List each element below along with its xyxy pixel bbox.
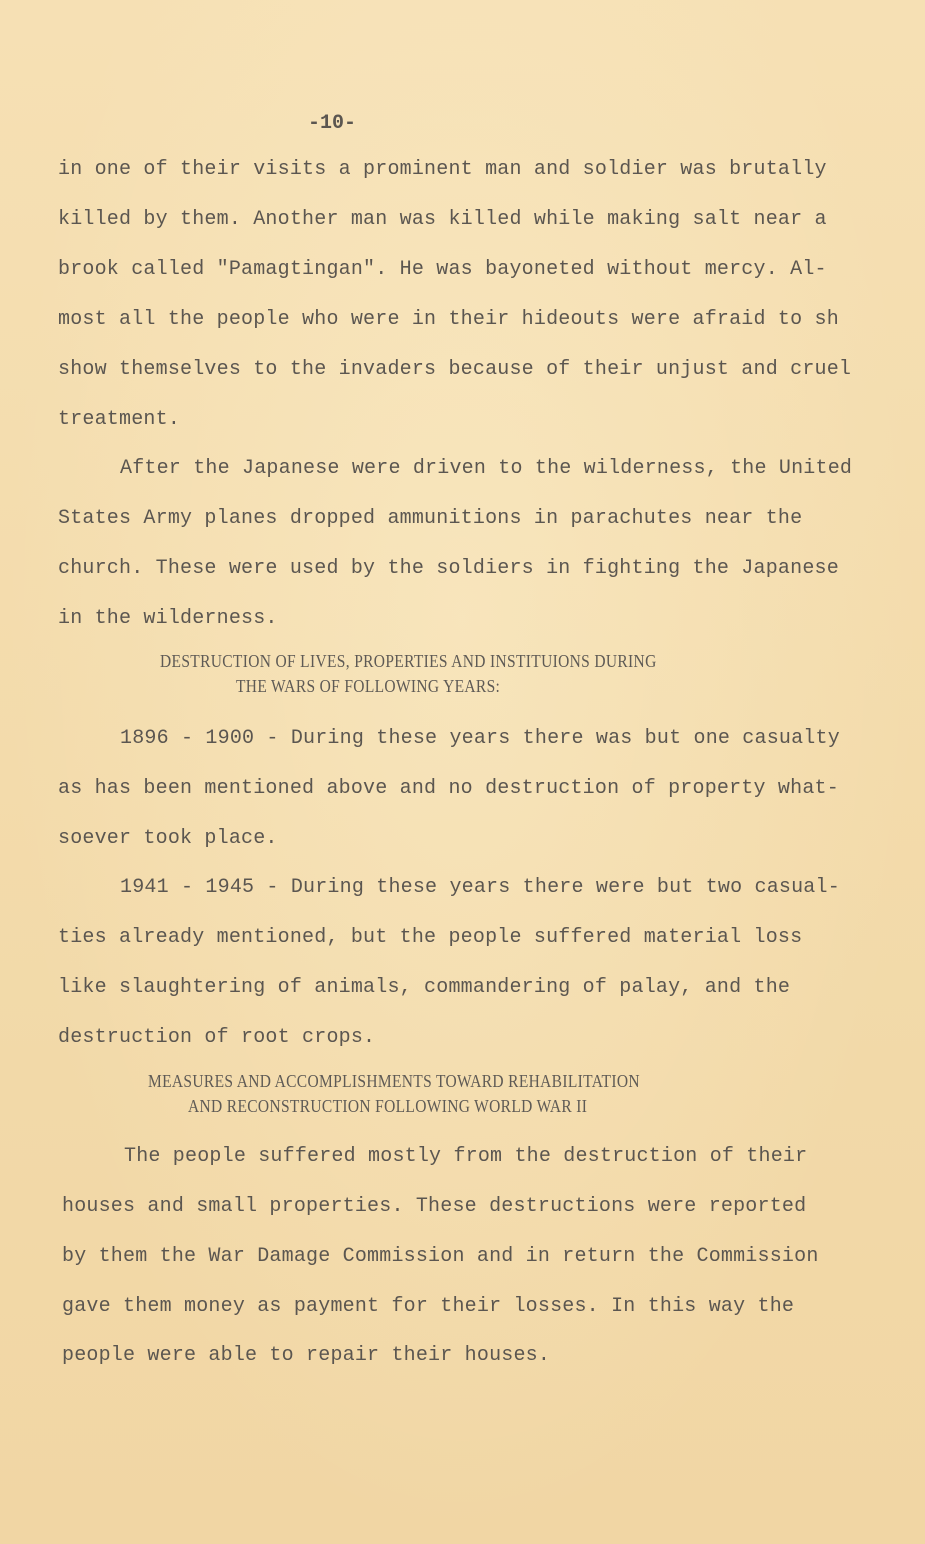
p1-line-1: in one of their visits a prominent man and soldier was brutally (58, 158, 827, 181)
p1-line-4: most all the people who were in their hideouts were afraid to sh (58, 308, 839, 331)
p1-line-5: show themselves to the invaders because of their unjust and cruel (58, 358, 852, 381)
p2-line-3: church. These were used by the soldiers in fighting the Japanese (58, 557, 839, 580)
p3-line-1: 1896 - 1900 - During these years there was but one casualty (120, 727, 840, 750)
p2-line-4: in the wilderness. (58, 607, 278, 630)
p5-line-1: The people suffered mostly from the destruction of their (124, 1145, 808, 1168)
p3-line-3: soever took place. (58, 827, 278, 850)
p1-line-6: treatment. (58, 408, 181, 431)
p5-line-2: houses and small properties. These destructions were reported (62, 1195, 807, 1218)
p5-line-4: gave them money as payment for their losses. In this way the (62, 1295, 795, 1318)
heading-measures-line-1: MEASURES AND ACCOMPLISHMENTS TOWARD REHABILITATION (148, 1071, 640, 1091)
p3-line-2: as has been mentioned above and no destruction of property what- (58, 777, 839, 800)
p4-line-4: destruction of root crops. (58, 1026, 376, 1049)
p5-line-3: by them the War Damage Commission and in return the Commission (62, 1245, 819, 1268)
heading-measures-line-2: AND RECONSTRUCTION FOLLOWING WORLD WAR II (188, 1096, 588, 1116)
p2-line-1: After the Japanese were driven to the wilderness, the United (120, 457, 853, 480)
p2-line-2: States Army planes dropped ammunitions in parachutes near the (58, 507, 803, 530)
p4-line-1: 1941 - 1945 - During these years there were but two casual- (120, 876, 840, 899)
p1-line-3: brook called "Pamagtingan". He was bayoneted without mercy. Al- (58, 258, 827, 281)
p4-line-3: like slaughtering of animals, commandering of palay, and the (58, 976, 791, 999)
p1-line-2: killed by them. Another man was killed while making salt near a (58, 208, 827, 231)
p5-line-5: people were able to repair their houses. (62, 1344, 551, 1367)
page-number: -10- (308, 112, 357, 135)
heading-destruction-line-1: DESTRUCTION OF LIVES, PROPERTIES AND INSTITUIONS DURING (160, 651, 657, 671)
heading-destruction-line-2: THE WARS OF FOLLOWING YEARS: (236, 676, 501, 696)
p4-line-2: ties already mentioned, but the people suffered material loss (58, 926, 803, 949)
